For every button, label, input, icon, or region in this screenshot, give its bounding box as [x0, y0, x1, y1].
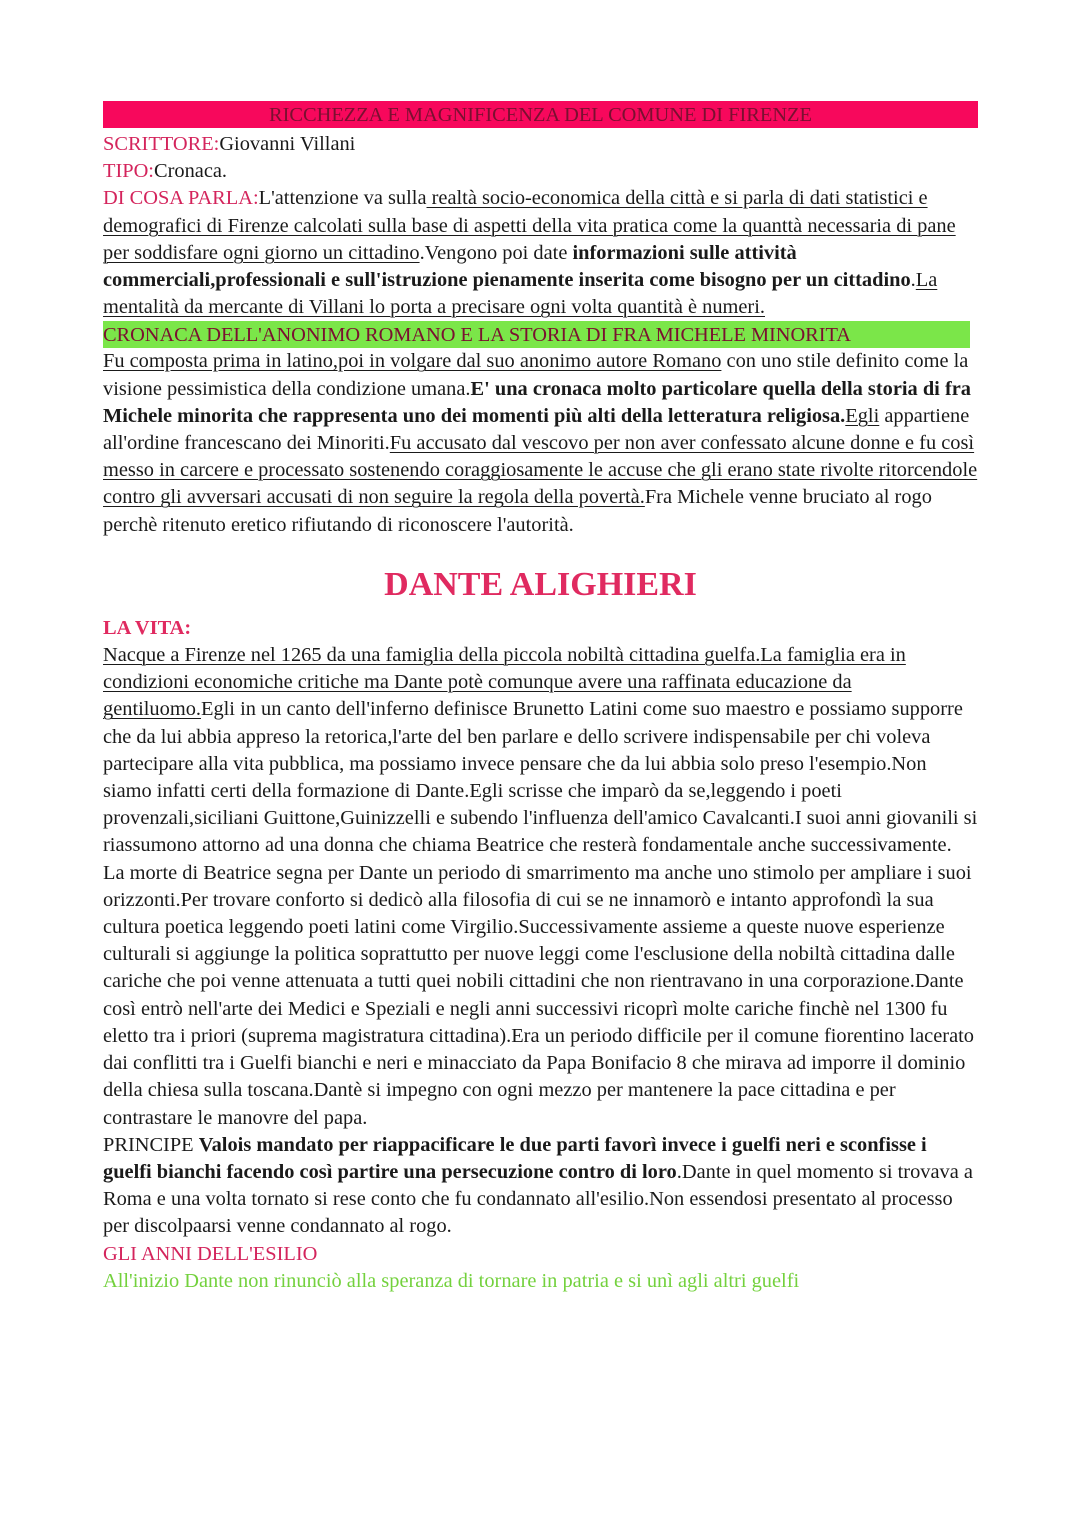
topic-underlined-2: La mentalità da mercante di Villani lo porta a precisare ogni volta quantità è numeri.: [103, 269, 938, 319]
cronaca-paragraph: [103, 348, 978, 538]
type-value: Cronaca.: [153, 160, 228, 183]
document-page: [103, 101, 978, 1295]
topic-paragraph: [103, 185, 978, 321]
topic-text-3: .: [910, 269, 916, 292]
topic-label: DI COSA PARLA:: [103, 187, 259, 210]
topic-text: L'attenzione va sulla: [258, 187, 427, 210]
cronaca-underlined-3: Fu accusato dal vescovo per non aver confessato alcune donne e fu così messo in carcere e processato sostenendo coraggiosamente le accuse che gli erano state rivolte ritorcendole contro gli avversari accusati di non seguire la regola della povertà.: [103, 432, 978, 509]
cronaca-text-1: con uno stile definito come la visione pessimistica della condizione umana.: [103, 350, 969, 400]
topic-underlined: realtà socio-economica della città e si parla di dati statistici e demografici di Firenze calcolati sulla base di aspetti della vita pratica come la quanttà necessaria di pane per soddisfare ogni giorno un cittadino: [103, 187, 956, 264]
topic-bold: informazioni sulle attività commerciali,professionali e sull'istruzione pienamente inserita come bisogno per un cittadino: [103, 241, 911, 292]
valois-bold: Valois mandato per riappacificare le due parti favorì invece i guelfi neri e sconfisse i guelfi bianchi facendo così partire una persecuzione contro di loro: [103, 1133, 927, 1183]
writer-label: SCRITTORE:: [103, 133, 220, 155]
dante-heading: DANTE ALIGHIERI: [384, 565, 697, 603]
vita-text-1: Egli in un canto dell'inferno definisce Brunetto Latini come suo maestro e possiamo supporre che da lui abbia appreso la retorica,l'arte del ben parlare e dello scrivere indispensabile per chi voleva partecipare alla vita pubblica, ma possiamo invece pensare che da lui abbia solo preso l'esempio.Non siamo infatti certi della formazione di Dante.Egli scrisse che imparò da se,leggendo i poeti provenzali,siciliani Guittone,Guinizzelli e subendo l'influenza dell'amico Cavalcanti.I suoi anni giovanili si riassumono attorno ad una donna che chiama Beatrice che resterà fondamentale anche successivamente.: [103, 698, 978, 857]
section-title-ricchezza: RICCHEZZA E MAGNIFICENZA DEL COMUNE DI FIRENZE: [103, 101, 978, 128]
vita-paragraph-3: [103, 1132, 978, 1241]
exile-sentence: .Dante in quel momento si trovava a Roma e una volta tornato si rese conto che fu condannato all'esilio.Non essendosi presentato al processo per discolpaarsi venne condannato al rogo.: [103, 1160, 973, 1238]
vita-underlined-2: La famiglia era in condizioni economiche critiche ma Dante potè comunque avere una raffinata educazione da gentiluomo.: [103, 644, 906, 721]
topic-text-2: .Vengono poi date: [419, 241, 573, 264]
section-title-cronaca: CRONACA DELL'ANONIMO ROMANO E LA STORIA DI FRA MICHELE MINORITA: [103, 321, 970, 348]
vita-underlined-1: Nacque a Firenze nel 1265 da una famiglia della piccola nobiltà cittadina guelfa.: [103, 644, 761, 667]
principe-text: PRINCIPE: [103, 1133, 199, 1156]
cronaca-underlined-1: Fu composta prima in latino,poi in volgare dal suo anonimo autore Romano: [103, 350, 722, 373]
cronaca-bold: E' una cronaca molto particolare quella della storia di fra Michele minorita che rappresenta uno dei momenti più alti della letteratura religiosa.: [103, 377, 971, 427]
writer-line: [103, 131, 978, 158]
cronaca-underlined-2: Egli: [845, 404, 880, 427]
vita-paragraph-2: La morte di Beatrice segna per Dante un periodo di smarrimento ma anche uno stimolo per ampliare i suoi orizzonti.Per trovare conforto si dedicò alla filosofia di cui se ne innamorò e intanto approfondì la sua cultura poetica leggendo poeti latini come Virgilio.Successivamente assieme a queste nuove esperienze culturali si aggiunge la politica soprattutto per nuove leggi come l'esclusione della nobiltà cittadina dalle cariche che poi venne attenuata a tutti quei nobili cittadini che non rientravano in una corporazione.Dante così entrò nell'arte dei Medici e Speziali e negli anni successivi ricoprì molte cariche finchè nel 1300 fu eletto tra i priori (suprema magistratura cittadina).Era un periodo difficile per il comune fiorentino lacerato dai conflitti tra i Guelfi bianchi e neri e minacciato da Papa Bonifacio 8 che mirava ad imporre il dominio della chiesa sulla toscana.Dantè si impegno con ogni mezzo per mantenere la pace cittadina e per contrastare le manovre del papa.: [103, 861, 974, 1129]
vita-paragraph-1: [103, 642, 978, 860]
type-label: TIPO:: [103, 160, 154, 183]
vita-label: LA VITA:: [103, 616, 192, 639]
exile-paragraph: All'inizio Dante non rinunciò alla speranza di tornare in patria e si unì agli altri guelfi: [103, 1269, 800, 1292]
cronaca-text-3: Fra Michele venne bruciato al rogo perchè ritenuto eretico rifiutando di riconoscere l'autorità.: [103, 486, 932, 536]
cronaca-text-2: appartiene all'ordine francescano dei Minoriti.: [103, 404, 970, 455]
writer-value: Giovanni Villani: [219, 133, 356, 155]
type-line: [103, 158, 978, 185]
exile-heading: GLI ANNI DELL'ESILIO: [103, 1242, 318, 1265]
